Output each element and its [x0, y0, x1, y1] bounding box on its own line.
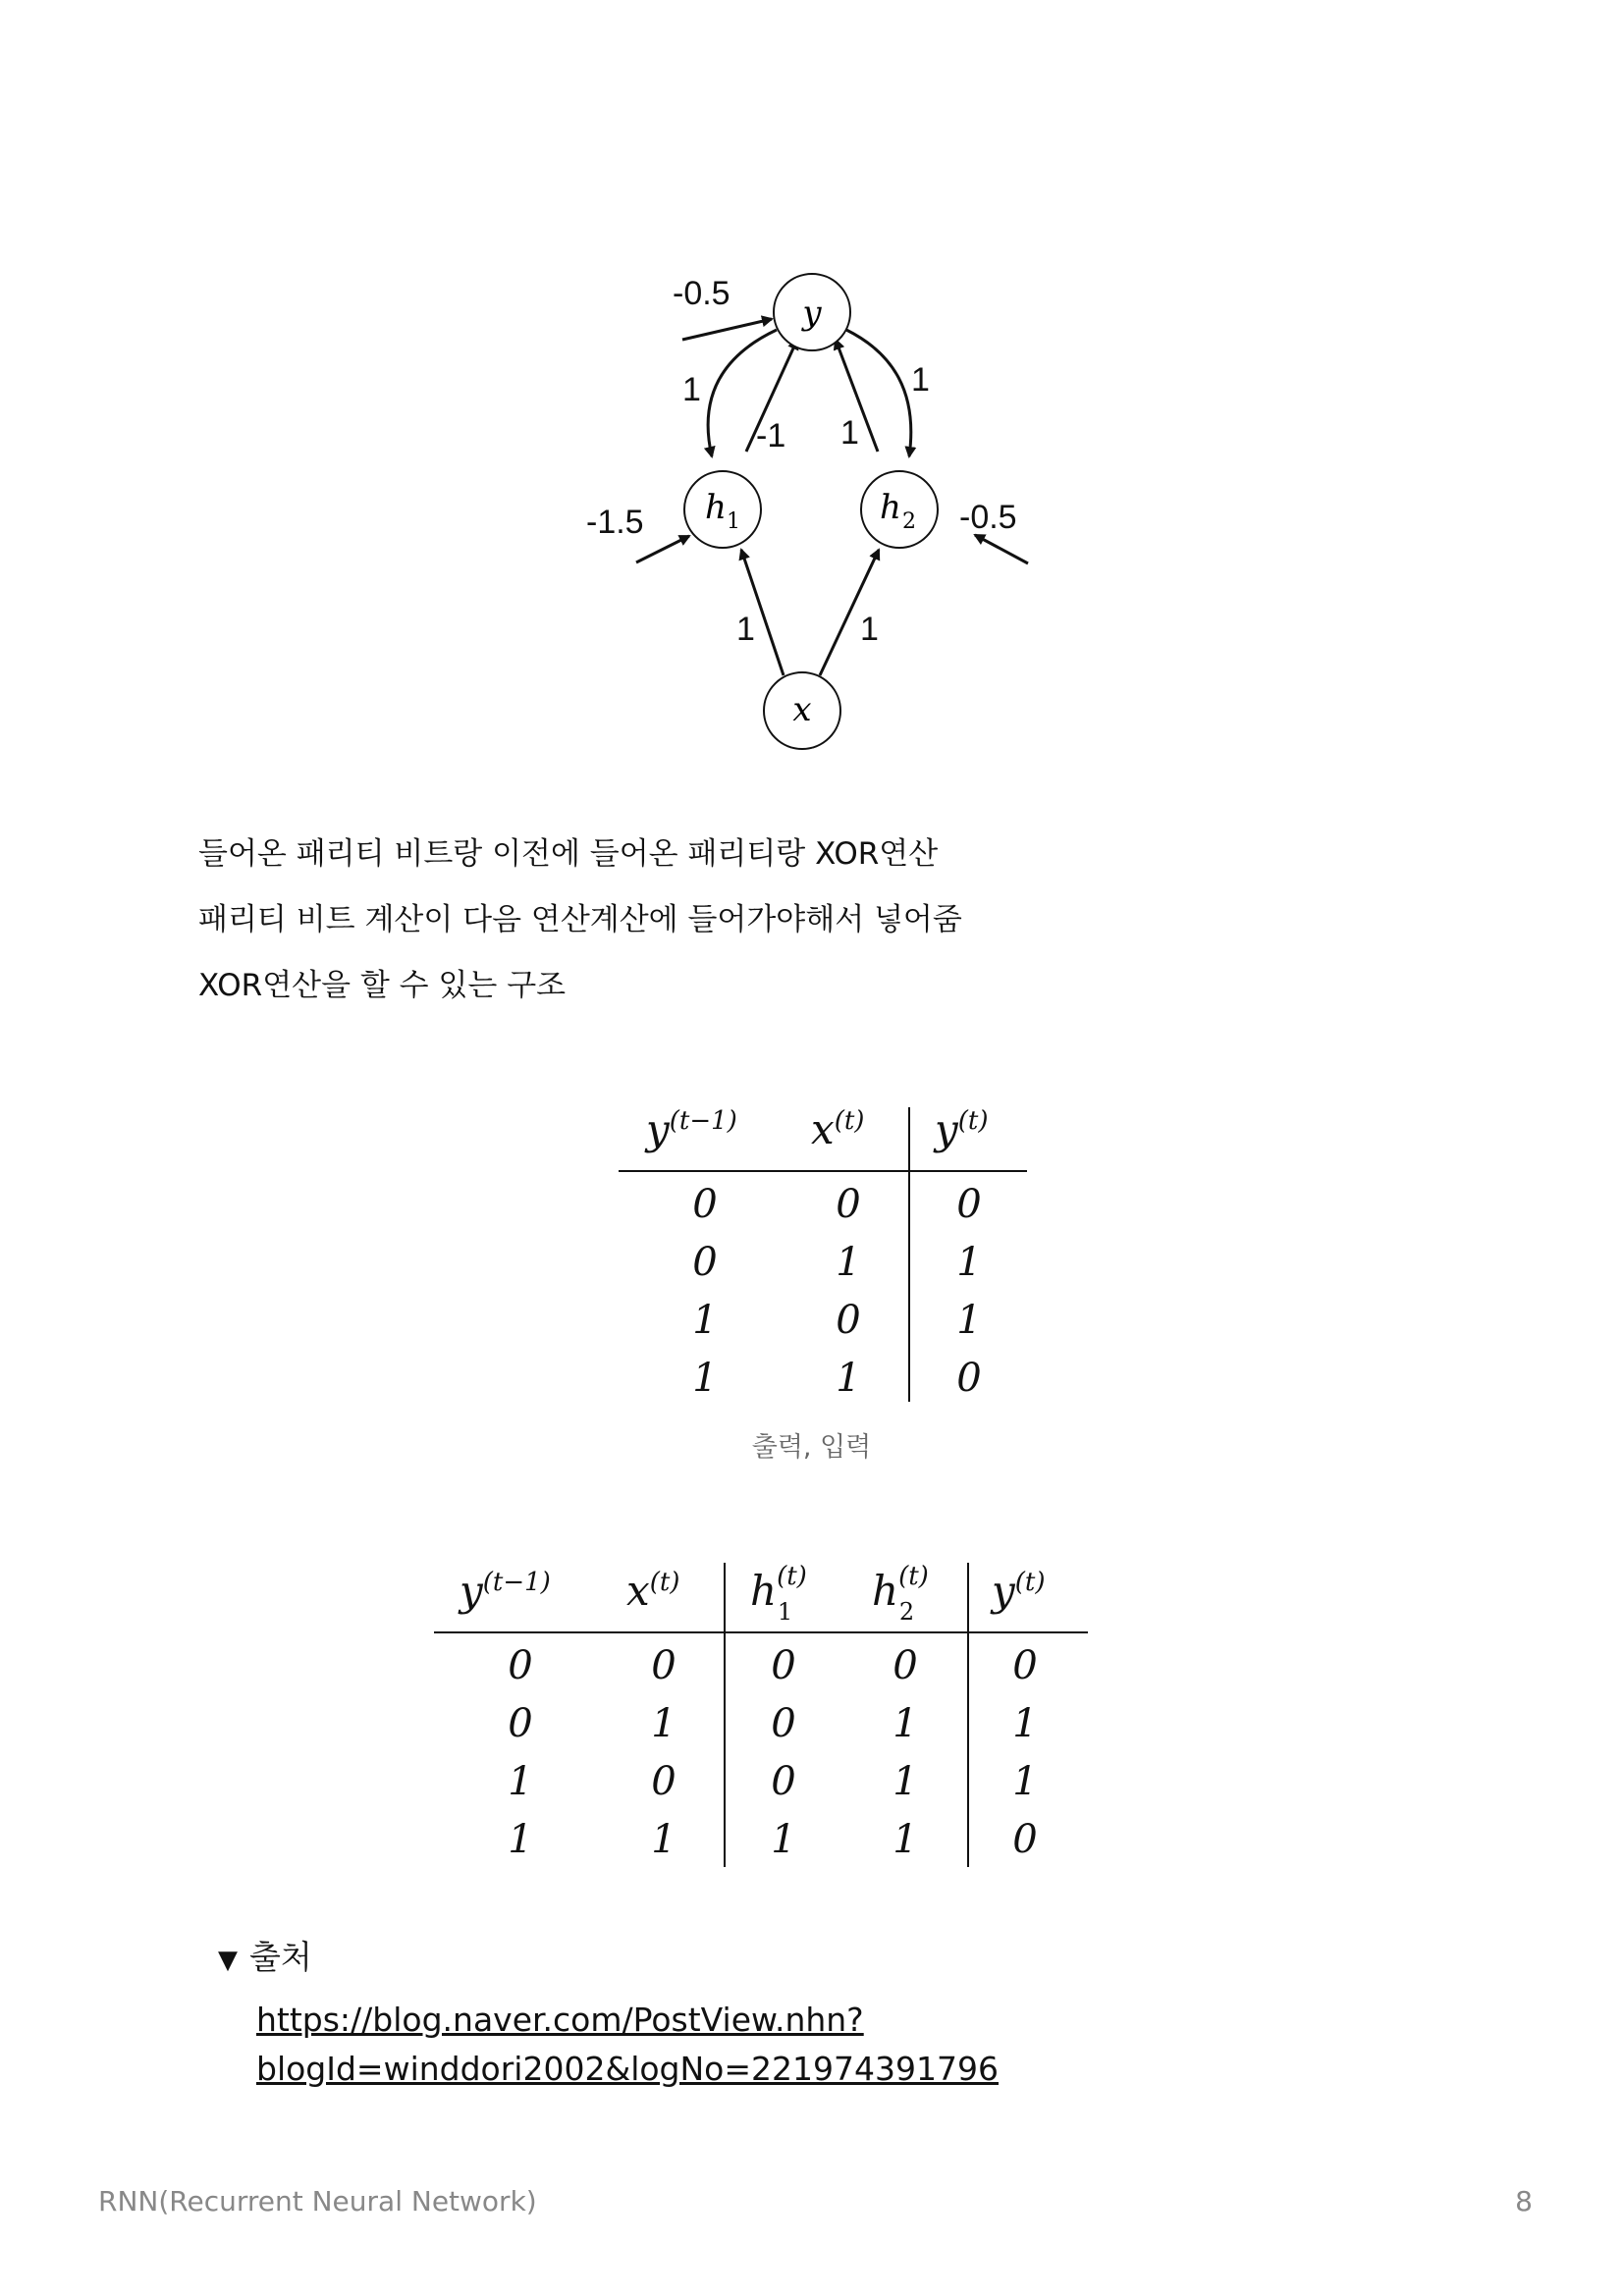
weight-bias-y: -0.5	[673, 275, 730, 312]
table2-cell: 1	[1012, 1701, 1038, 1746]
node-y	[774, 274, 850, 350]
table1-header-rule	[619, 1170, 1027, 1172]
node-h2-subscript: 2	[902, 509, 916, 534]
node-x-label: x	[792, 690, 812, 729]
table1-cell: 1	[692, 1298, 718, 1343]
table1-cell: 0	[956, 1182, 982, 1227]
table2-cell: 0	[1012, 1817, 1038, 1862]
weight-h1-to-y: -1	[756, 417, 786, 454]
table1-caption: 출력, 입력	[751, 1432, 872, 1463]
table2-cell: 0	[771, 1643, 796, 1688]
table1-cell: 1	[956, 1298, 982, 1343]
node-h1	[684, 471, 761, 548]
table1-cell: 1	[692, 1356, 718, 1401]
table2-cell: 0	[508, 1701, 533, 1746]
xor-hidden-layer-table	[434, 1561, 1092, 1875]
table1-cell: 0	[956, 1356, 982, 1401]
table1-header-col1: $y^{(t-1)}$	[646, 1105, 737, 1153]
node-x	[764, 672, 840, 749]
table2-cell: 1	[508, 1817, 533, 1862]
weight-bias-h2: -0.5	[959, 499, 1017, 536]
table2-header-rule	[434, 1631, 1088, 1633]
node-y-label: y	[802, 294, 822, 333]
table2-cell: 1	[771, 1817, 796, 1862]
table2-header-col1: $y^{(t-1)}$	[460, 1567, 551, 1615]
table2-cell: 0	[651, 1643, 676, 1688]
table2-cell: 0	[508, 1643, 533, 1688]
table1-cell: 0	[836, 1298, 861, 1343]
table2-header-col5: $y^{(t)}$	[992, 1567, 1046, 1615]
source-link-line2[interactable]: blogId=winddori2002&logNo=221974391796	[256, 2050, 999, 2088]
table1-vertical-rule	[908, 1107, 910, 1402]
table2-vertical-rule-2	[967, 1563, 969, 1867]
edge-bias-y	[682, 319, 772, 340]
source-link-line1[interactable]: https://blog.naver.com/PostView.nhn?	[256, 2001, 864, 2039]
edge-bias-h2	[975, 535, 1028, 563]
table2-cell: 0	[771, 1701, 796, 1746]
node-h1-subscript: 1	[727, 509, 740, 534]
table2-cell: 1	[651, 1817, 676, 1862]
node-h2-label: h	[880, 488, 901, 527]
table2-cell: 1	[508, 1759, 533, 1804]
xor-network-diagram	[579, 265, 1051, 756]
xor-truth-table	[619, 1099, 1031, 1404]
paragraph-2: 패리티 비트 계산이 다음 연산계산에 들어가야해서 넣어줌	[198, 902, 962, 937]
table2-cell: 0	[651, 1759, 676, 1804]
table2-cell: 1	[1012, 1759, 1038, 1804]
table2-cell: 1	[651, 1701, 676, 1746]
node-h1-label: h	[705, 488, 727, 527]
table1-cell: 0	[836, 1182, 861, 1227]
table1-cell: 1	[836, 1240, 861, 1285]
table2-cell: 0	[771, 1759, 796, 1804]
table1-cell: 0	[692, 1182, 718, 1227]
paragraph-1: 들어온 패리티 비트랑 이전에 들어온 패리티랑 XOR연산	[198, 836, 939, 872]
source-toggle[interactable]	[218, 1932, 312, 1978]
table2-header-col3: $h^{(t)}_1$	[750, 1562, 807, 1627]
table2-vertical-rule-1	[724, 1563, 726, 1867]
table2-cell: 0	[893, 1643, 918, 1688]
paragraph-3: XOR연산을 할 수 있는 구조	[198, 968, 567, 1003]
footer-document-title: RNN(Recurrent Neural Network)	[98, 2185, 537, 2217]
weight-x-to-h2: 1	[860, 611, 879, 648]
table2-cell: 1	[893, 1817, 918, 1862]
edge-bias-h1	[636, 536, 689, 562]
table1-cell: 0	[692, 1240, 718, 1285]
weight-x-to-h1: 1	[736, 611, 755, 648]
table2-cell: 0	[1012, 1643, 1038, 1688]
table1-header-col2: $x^{(t)}$	[811, 1105, 865, 1153]
table2-header-col4: $h^{(t)}_2$	[872, 1562, 929, 1627]
toggle-triangle-icon[interactable]: ▼	[218, 1946, 238, 1975]
weight-y-to-h2: 1	[911, 361, 930, 399]
weight-h2-to-y: 1	[840, 414, 859, 452]
table1-cell: 1	[956, 1240, 982, 1285]
weight-y-to-h1: 1	[682, 371, 701, 408]
table1-cell: 1	[836, 1356, 861, 1401]
weight-bias-h1: -1.5	[586, 504, 644, 541]
table2-header-col2: $x^{(t)}$	[626, 1567, 680, 1615]
table2-cell: 1	[893, 1759, 918, 1804]
footer-page-number: 8	[1515, 2185, 1533, 2217]
source-toggle-label: 출처	[249, 1938, 312, 1976]
node-h2	[861, 471, 938, 548]
table2-cell: 1	[893, 1701, 918, 1746]
table1-header-col3: $y^{(t)}$	[935, 1105, 989, 1153]
